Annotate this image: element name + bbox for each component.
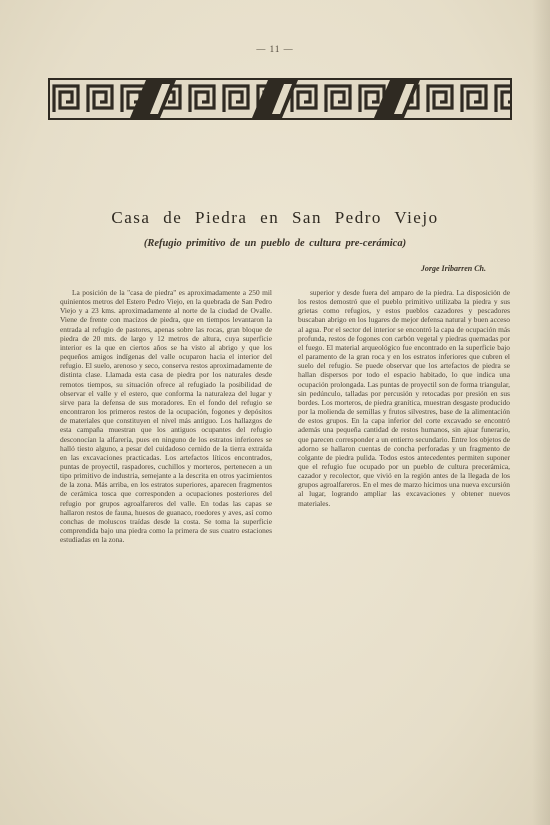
article-title: Casa de Piedra en San Pedro Viejo [111, 208, 439, 227]
body-paragraph-left: La posición de la "casa de piedra" es aproximadamente a 250 mil quinientos metros del Estero Pedro Viejo, en la quebrada de San Pedro Viejo y a 23 kms. aproximadamente al norte de la ciudad de Ovalle. Viene de frente con macizos de piedra, que en tiempos levantaron la entrada al refugio de pastores, apenas sobre las rocas, gran bloque de piedra de 20 mts. de largo y 12 metros de altura, cuya superficie interior es la que en ciertos años se ha visto al abrigo y que los pequeños amigos indígenas del valle ocuparon hacia el interior del refugio. El suelo, arenoso y seco, conserva restos aproximadamente de distinta clase. Llamada esta casa de piedra por los naturales desde remotos tiempos, su situación ofrece al refugiado la posibilidad de observar el valle y el estero, que conforma la naturaleza del lugar y sirve para la defensa de sus moradores. En el fondo del refugio se encontraron los primeros restos de la ocupación, fogones y depósitos de materiales que constituyen el nivel más antiguo. Los hallazgos de esta campaña muestran que los antiguos ocupantes del refugio desconocían la alfarería, pues en ninguno de los estratos inferiores se halló tiesto alguno, a pesar del cuidadoso cernido de la tierra extraída en las excavaciones practicadas. Los artefactos líticos encontrados, puntas de proyectil, raspadores, cuchillos y morteros, pertenecen a un tipo primitivo de industria, semejante a la descrita en otros yacimientos de la zona. Más arriba, en los estratos superiores, aparecen fragmentos de cerámica tosca que corresponden a ocupaciones posteriores del refugio por grupos agroalfareros del valle. En todas las capas se hallaron restos de fauna, huesos de guanaco, roedores y aves, así como conchas de moluscos traídas desde la costa. Se toma la superficie comprendida bajo una piedra como la primera de sus cuatro estaciones estudiadas en la zona. [60, 288, 272, 545]
article-author: Jorge Iribarren Ch. [420, 264, 486, 273]
body-column-left [60, 288, 272, 776]
page-edge-shadow [532, 0, 550, 825]
article-subtitle: (Refugio primitivo de un pueblo de cultura pre-cerámica) [143, 238, 407, 249]
greek-key-ornament-icon [48, 78, 512, 120]
page-number: — 11 — [256, 44, 294, 54]
article-body [60, 288, 510, 776]
body-column-right [298, 288, 510, 776]
body-paragraph-right: superior y desde fuera del amparo de la piedra. La disposición de los restos demostró que el pueblo primitivo utilizaba la piedra y sus grietas como refugios, y estos pueblos cazadores y pescadores buscaban abrigo en los lugares de mejor defensa natural y buen acceso al agua. Por el sector del interior se encontró la capa de ocupación más profunda, restos de fogones con carbón vegetal y piedras quemadas por el fuego. El material arqueológico fue encontrado en la superficie bajo el paramento de la gran roca y en los estratos inferiores que cubren el suelo del refugio. Se puede observar que los artefactos de piedra se hallan dispersos por todo el espacio habitado, lo que indica una ocupación prolongada. Las puntas de proyectil son de forma triangular, sin pedúnculo, talladas por percusión y retocadas por presión en sus bordes. Los morteros, de piedra granítica, muestran desgaste producido por la molienda de semillas y frutos silvestres, base de la alimentación de estos grupos. En la capa inferior del corte excavado se encontró además una pequeña cantidad de restos humanos, sin ajuar funerario, que parecen corresponder a un entierro secundario. Entre los objetos de adorno se hallaron cuentas de concha perforadas y un fragmento de colgante de piedra pulida. Todos estos antecedentes permiten suponer que el refugio fue ocupado por un pueblo de cultura precerámica, cazador y recolector, que vivió en la región antes de la llegada de los grupos agroalfareros. En el mes de marzo hicimos una nueva excursión al lugar, logrando ampliar las excavaciones y obtener nuevos materiales. [298, 288, 510, 508]
